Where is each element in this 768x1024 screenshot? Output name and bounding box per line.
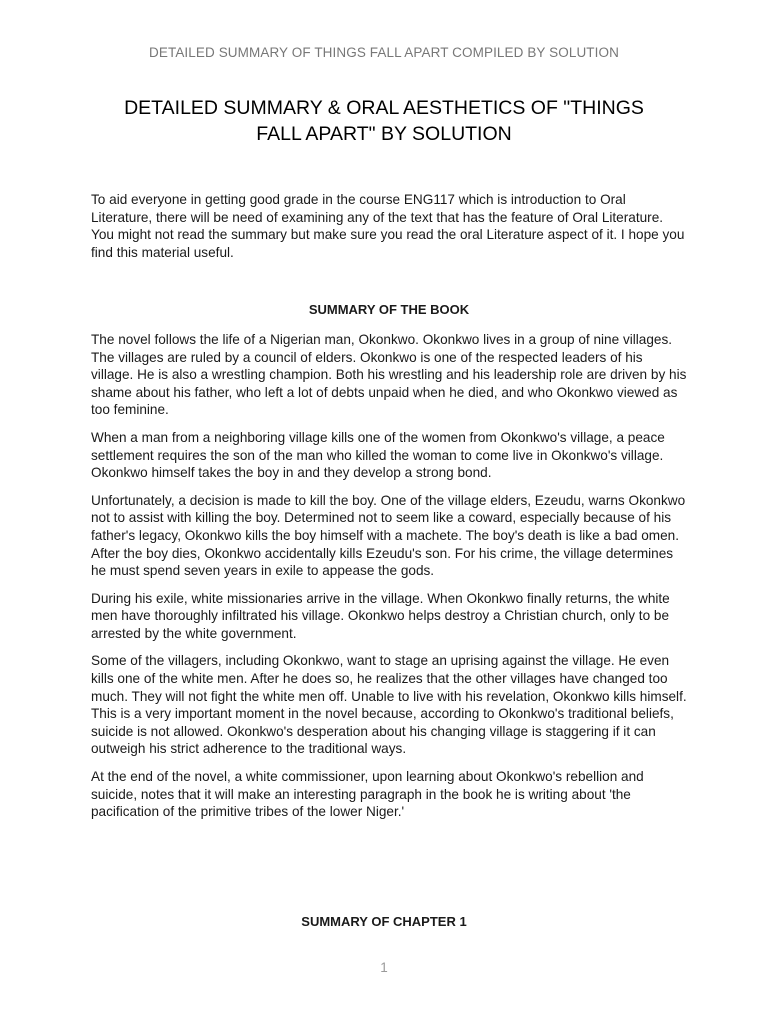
- document-body: [91, 191, 687, 831]
- book-summary-paragraph-6: At the end of the novel, a white commissioner, upon learning about Okonkwo's rebellion and suicide, notes that it will make an interesting paragraph in the book he is writing about 'the pacification of the primitive tribes of the lower Niger.': [91, 769, 644, 820]
- running-header: DETAILED SUMMARY OF THINGS FALL APART COMPILED BY SOLUTION: [149, 45, 619, 60]
- book-summary-paragraph-1: The novel follows the life of a Nigerian man, Okonkwo. Okonkwo lives in a group of nine villages. The villages are ruled by a council of elders. Okonkwo is one of the respected leaders of his village. He is also a wrestling champion. Both his wrestling and his leadership role are driven by his shame about his father, who left a lot of debts unpaid when he died, and who Okonkwo viewed as too feminine.: [91, 331, 687, 418]
- document-title: DETAILED SUMMARY & ORAL AESTHETICS OF "THINGS FALL APART" BY SOLUTION: [124, 97, 644, 145]
- intro-paragraph: To aid everyone in getting good grade in the course ENG117 which is introduction to Oral Literature, there will be need of examining any of the text that has the feature of Oral Literature. You might not read the summary but make sure you read the oral Literature aspect of it. I hope you find this material useful.: [91, 192, 685, 260]
- book-summary-paragraph-3: Unfortunately, a decision is made to kill the boy. One of the village elders, Ezeudu, warns Okonkwo not to assist with killing the boy. Determined not to seem like a coward, especially because of his father's legacy, Okonkwo kills the boy himself with a machete. The boy's death is like a bad omen. After the boy dies, Okonkwo accidentally kills Ezeudu's son. For his crime, the village determines he must spend seven years in exile to appease the gods.: [91, 492, 686, 579]
- page-number: 1: [380, 960, 388, 975]
- section-heading-summary-of-book: SUMMARY OF THE BOOK: [308, 302, 470, 318]
- book-summary-paragraph-5: Some of the villagers, including Okonkwo, want to stage an uprising against the village. He even kills one of the white men. After he does so, he realizes that the other villages have changed too much. They will not fight the white men off. Unable to live with his revelation, Okonkwo kills himself. This is a very important moment in the novel because, according to Okonkwo's traditional beliefs, suicide is not allowed. Okonkwo's desperation about his changing village is staggering if it can outweigh his strict adherence to the traditional ways.: [91, 653, 687, 757]
- book-summary-paragraph-2: When a man from a neighboring village kills one of the women from Okonkwo's village, a peace settlement requires the son of the man who killed the woman to come live in Okonkwo's village. Okonkwo himself takes the boy in and they develop a strong bond.: [91, 429, 665, 481]
- book-summary-paragraph-4: During his exile, white missionaries arrive in the village. When Okonkwo finally returns, the white men have thoroughly infiltrated his village. Okonkwo helps destroy a Christian church, only to be arrested by the white government.: [91, 590, 670, 641]
- section-heading-summary-of-chapter-1: SUMMARY OF CHAPTER 1: [301, 914, 467, 929]
